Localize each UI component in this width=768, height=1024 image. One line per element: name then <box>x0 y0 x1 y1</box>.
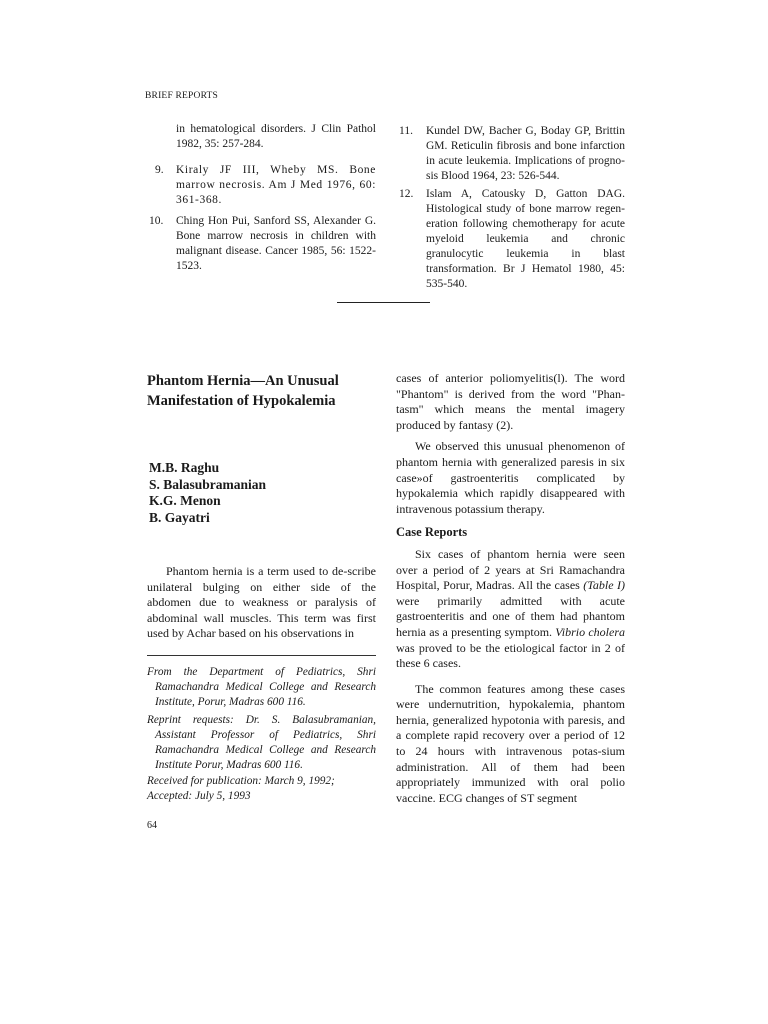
reference-11: 11. Kundel DW, Bacher G, Boday GP, Brittin GM. Reticulin fibrosis and bone infarction in acute leukemia. Implications of progno-sis Blood 1964, 23: 526-544. <box>399 125 625 182</box>
body-paragraph: We observed this unusual phenomenon of phantom hernia with generalized paresis in six case»of gastroenteritis complicated by hypokalemia which rapidly disappeared with intravenous potassium therapy. <box>396 439 625 516</box>
reference-continued: in hematological disorders. J Clin Pathol 1982, 35: 257-284. <box>176 123 376 150</box>
footnote-rule <box>147 655 376 656</box>
section-divider <box>337 302 430 303</box>
affiliation-footnote: From the Department of Pediatrics, Shri Ramachandra Medical College and Research Institute, Porur, Madras 600 116. <box>147 666 376 708</box>
page-number: 64 <box>147 820 157 831</box>
body-paragraph: The common features among these cases were undernutrition, hypokalemia, phantom hernia, generalized hypotonia with paresis, and a complete rapid recovery over a period of 12 to 24 hours with intravenous potas-sium administration. All of them had been appropriately immunized with oral polio vaccine. ECG changes of ST segment <box>396 681 625 805</box>
organism-name: Vibrio cholera <box>555 624 625 639</box>
reference-9: 9. Kiraly JF III, Wheby MS. Bone marrow necrosis. Am J Med 1976, 60: 361-368. <box>155 164 376 206</box>
dates-footnote: Received for publication: March 9, 1992; Accepted: July 5, 1993 <box>147 775 335 802</box>
author-name: S. Balasubramanian <box>149 476 267 492</box>
author-name: B. Gayatri <box>149 509 210 525</box>
table-reference: (Table I) <box>583 578 625 593</box>
reference-10: 10. Ching Hon Pui, Sanford SS, Alexander G. Bone marrow necrosis in children with malignant disease. Cancer 1985, 56: 1522-1523. <box>149 215 376 272</box>
running-header: BRIEF REPORTS <box>145 91 219 101</box>
author-name: M.B. Raghu <box>149 460 220 475</box>
body-paragraph: Six cases of phantom hernia were seen over a period of 2 years at Sri Ramachandra Hospital, Porur, Madras. All the cases (Table I) were primarily admitted with acute gastroenteritis and one of them had phantom hernia as a presenting symptom. Vibrio cholera was proved to be the etiological factor in 2 of these 6 cases. <box>396 546 625 671</box>
body-column-right <box>396 371 625 806</box>
section-heading: Case Reports <box>396 525 468 540</box>
body-paragraph: cases of anterior poliomyelitis(l). The word "Phantom" is derived from the word "Phan-tasm" which means the mental imagery produced by fantasy (2). <box>396 371 625 432</box>
author-list <box>149 460 379 526</box>
reference-12: 12. Islam A, Catousky D, Gatton DAG. Histological study of bone marrow regen-eration following chemotherapy for acute myeloid leukemia and chronic granulocytic leukemia in blast transformation. Br J Hematol 1980, 45: 535-540. <box>399 188 625 290</box>
reprint-footnote: Reprint requests: Dr. S. Balasubramanian, Assistant Professor of Pediatrics, Shri Ramachandra Medical College and Research Institute Porur, Madras 600 116. <box>147 714 376 771</box>
author-name: K.G. Menon <box>149 493 221 508</box>
intro-paragraph: Phantom hernia is a term used to de-scribe unilateral bulging on either side of the abdomen due to weakness or paralysis of abdominal wall muscles. This term was first used by Achar based on his observations in <box>147 564 376 641</box>
article-title: Phantom Hernia—An Unusual Manifestation of Hypokalemia <box>147 373 339 409</box>
